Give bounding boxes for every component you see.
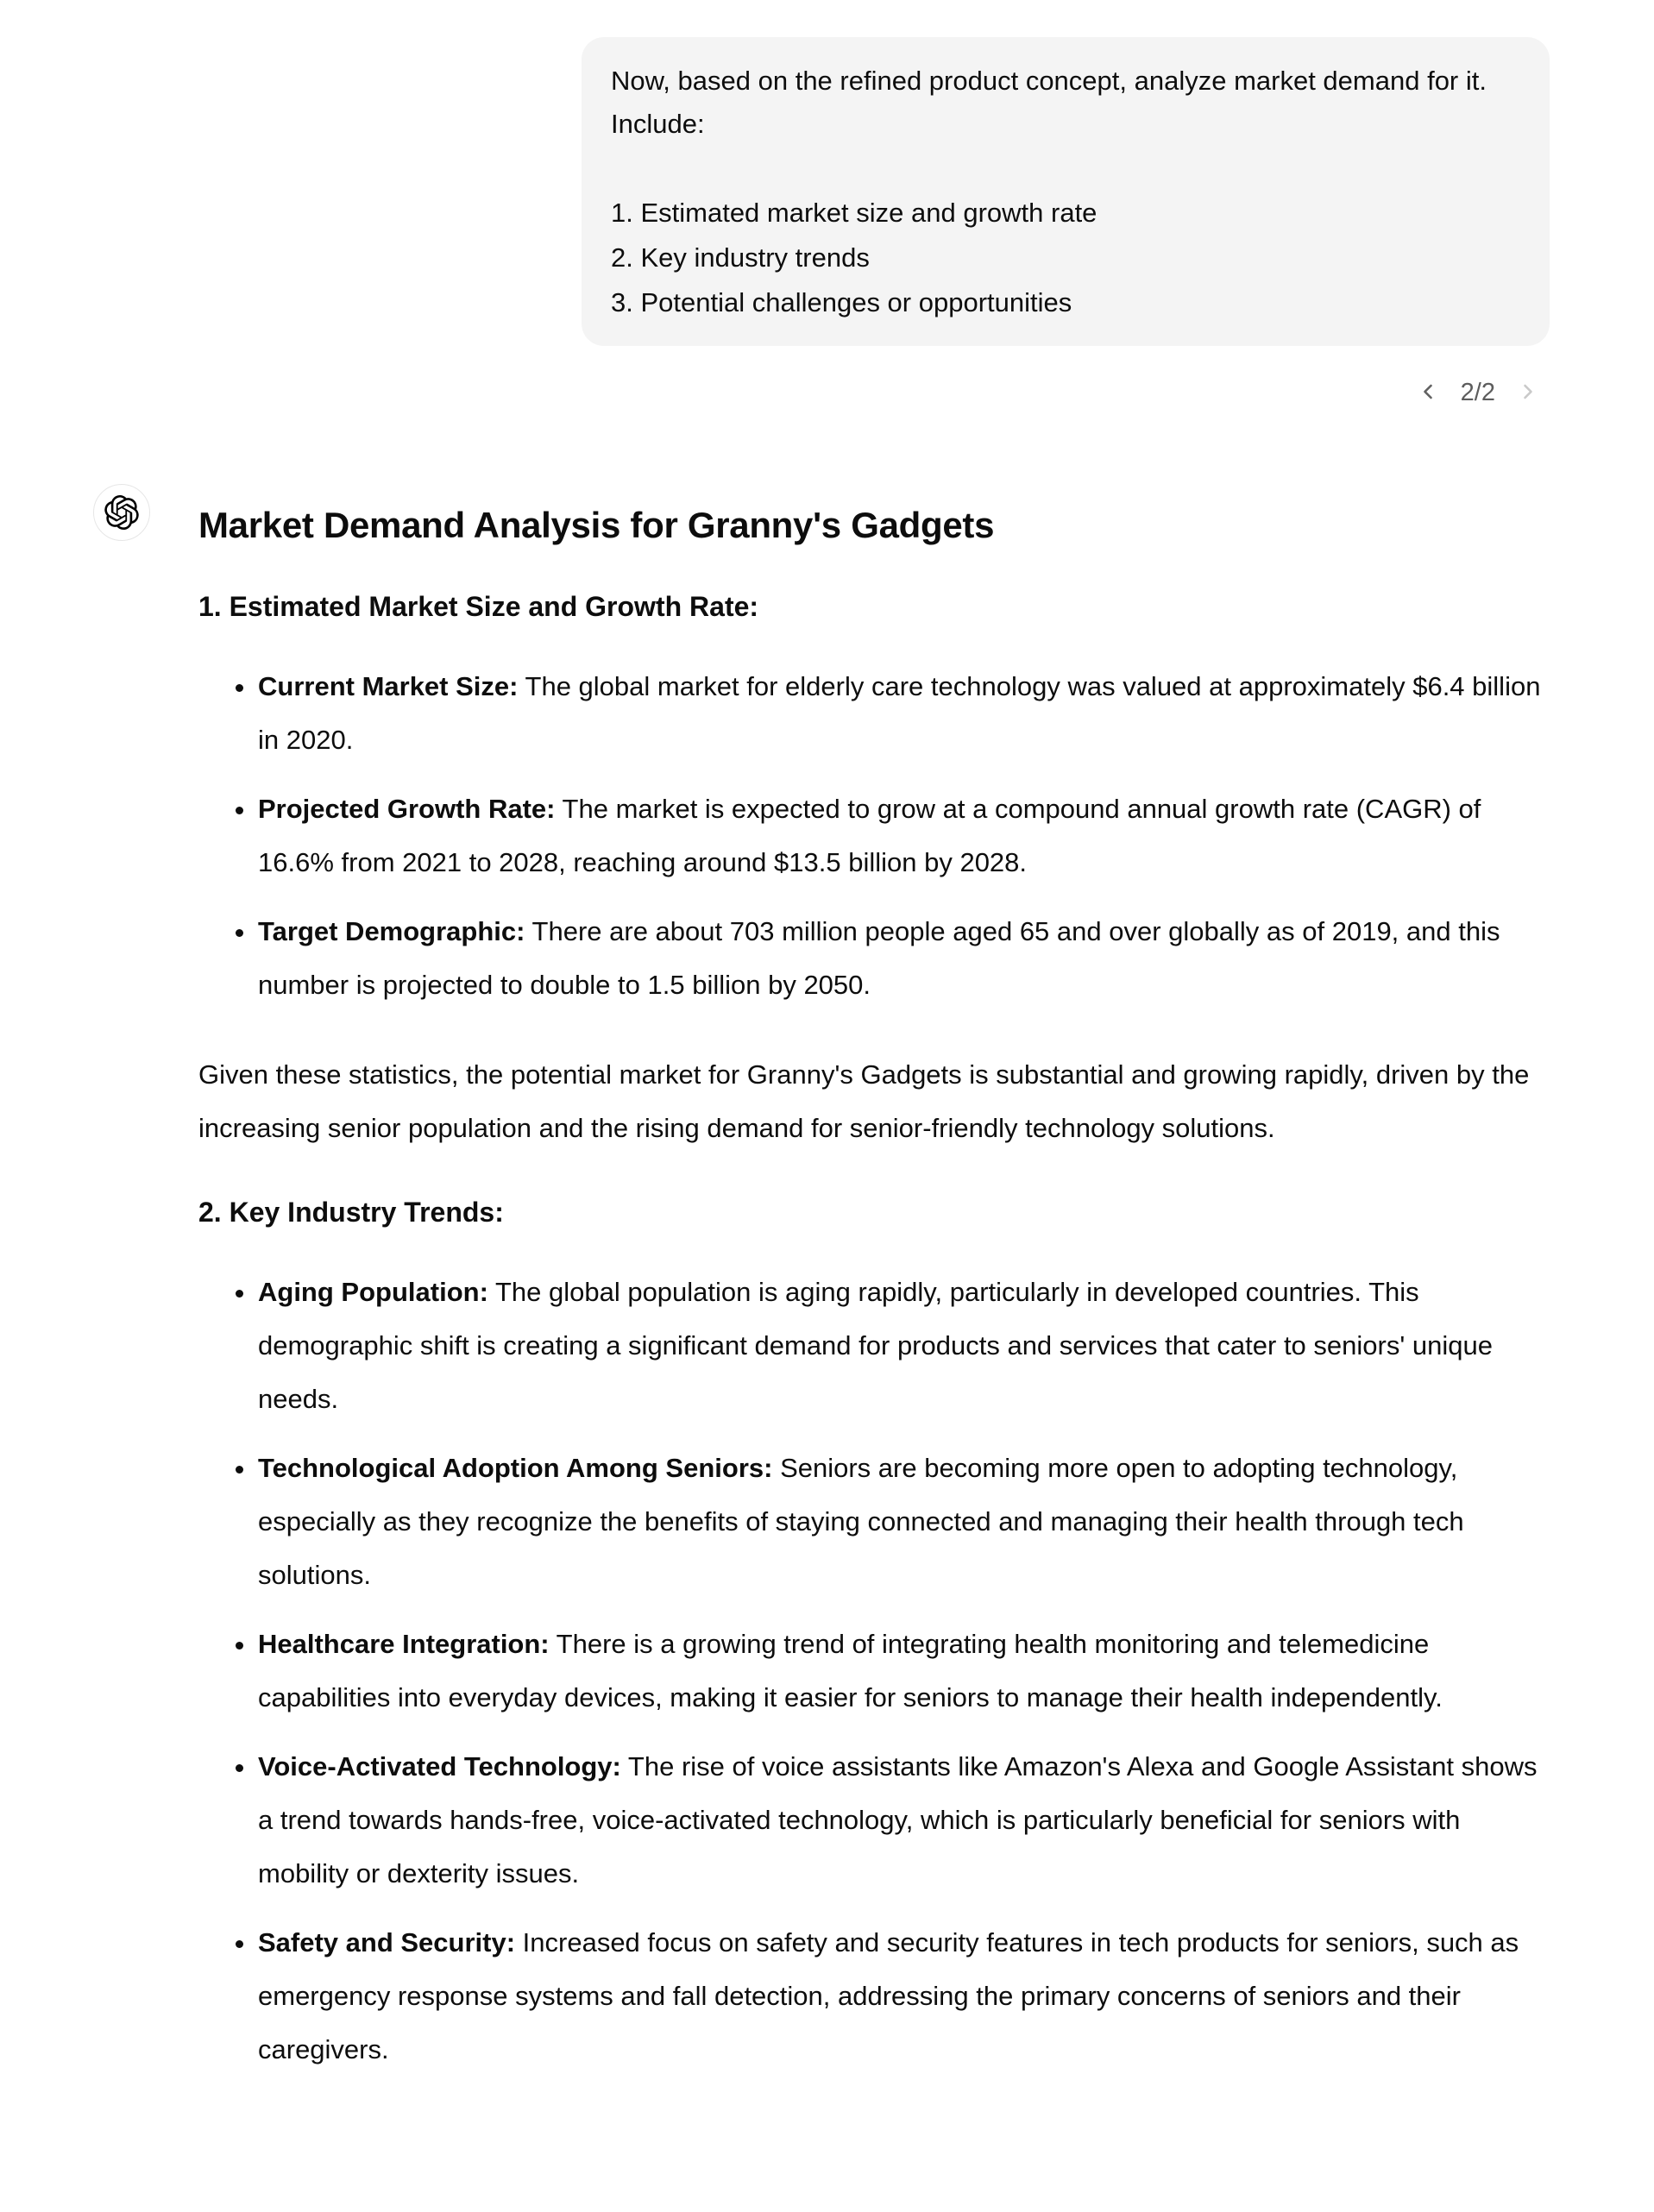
user-message-list-item: 1. Estimated market size and growth rate [611, 198, 1097, 228]
bullet-text: The global market for elderly care technology was valued at approximately $6.4 billion in 2020. [258, 671, 1541, 755]
assistant-avatar [93, 484, 150, 541]
user-message-list-item: 3. Potential challenges or opportunities [611, 287, 1072, 317]
bullet-label: Safety and Security: [258, 1927, 516, 1957]
bullet-list-market-size [198, 660, 1553, 1012]
user-message-row [0, 0, 1654, 346]
bullet-aging-population [256, 1266, 1553, 1426]
bullet-voice-activated-technology [256, 1740, 1553, 1901]
bullet-projected-growth-rate [256, 782, 1553, 889]
bullet-text: There is a growing trend of integrating health monitoring and telemedicine capabilities into everyday devices, making it easier for seniors to manage their health independently. [258, 1629, 1443, 1712]
bullet-text: The rise of voice assistants like Amazon's Alexa and Google Assistant shows a trend towards hands-free, voice-activated technology, which is particularly beneficial for seniors with mobility or dexterity issues. [258, 1751, 1538, 1888]
bullet-label: Target Demographic: [258, 916, 525, 946]
bullet-label: Voice-Activated Technology: [258, 1751, 621, 1782]
bullet-text: There are about 703 million people aged 65 and over globally as of 2019, and this number is projected to double to 1.5 billion by 2050. [258, 916, 1500, 1000]
assistant-message-content [198, 484, 1553, 2077]
bullet-label: Aging Population: [258, 1277, 488, 1307]
bullet-label: Current Market Size: [258, 671, 519, 701]
previous-response-button[interactable] [1416, 380, 1440, 406]
section-summary-paragraph: Given these statistics, the potential market for Granny's Gadgets is substantial and growing rapidly, driven by the increasing senior population and the rising demand for senior-friendly technology solutions. [198, 1059, 1530, 1143]
next-response-button[interactable] [1516, 380, 1540, 406]
section-header-market-size: 1. Estimated Market Size and Growth Rate: [198, 591, 759, 622]
user-message-list-item: 2. Key industry trends [611, 242, 870, 273]
chevron-left-icon [1416, 380, 1440, 406]
bullet-label: Healthcare Integration: [258, 1629, 550, 1659]
bullet-text: The global population is aging rapidly, particularly in developed countries. This demographic shift is creating a significant demand for products and services that cater to seniors' unique needs. [258, 1277, 1493, 1414]
bullet-target-demographic [256, 905, 1553, 1012]
openai-logo-icon [104, 495, 139, 530]
section-header-industry-trends: 2. Key Industry Trends: [198, 1197, 504, 1228]
assistant-heading: Market Demand Analysis for Granny's Gadgets [198, 505, 995, 545]
bullet-label: Technological Adoption Among Seniors: [258, 1453, 773, 1483]
message-pagination [0, 377, 1540, 408]
bullet-text: Increased focus on safety and security features in tech products for seniors, such as emergency response systems and fall detection, addressing the primary concerns of seniors and their caregivers. [258, 1927, 1519, 2064]
bullet-text: Seniors are becoming more open to adopting technology, especially as they recognize the benefits of staying connected and managing their health through tech solutions. [258, 1453, 1464, 1590]
bullet-technological-adoption [256, 1442, 1553, 1602]
bullet-text: The market is expected to grow at a compound annual growth rate (CAGR) of 16.6% from 2021 to 2028, reaching around $13.5 billion by 2028. [258, 794, 1481, 877]
pagination-label: 2/2 [1460, 379, 1495, 406]
chevron-right-icon [1516, 380, 1540, 406]
bullet-list-industry-trends [198, 1266, 1553, 2077]
bullet-healthcare-integration [256, 1618, 1553, 1725]
user-message-paragraph: Now, based on the refined product concept, analyze market demand for it. Include: [611, 66, 1487, 139]
bullet-safety-and-security [256, 1916, 1553, 2077]
assistant-message-row [93, 484, 1654, 2077]
bullet-label: Projected Growth Rate: [258, 794, 556, 824]
user-message-bubble [582, 37, 1550, 346]
bullet-current-market-size [256, 660, 1553, 767]
